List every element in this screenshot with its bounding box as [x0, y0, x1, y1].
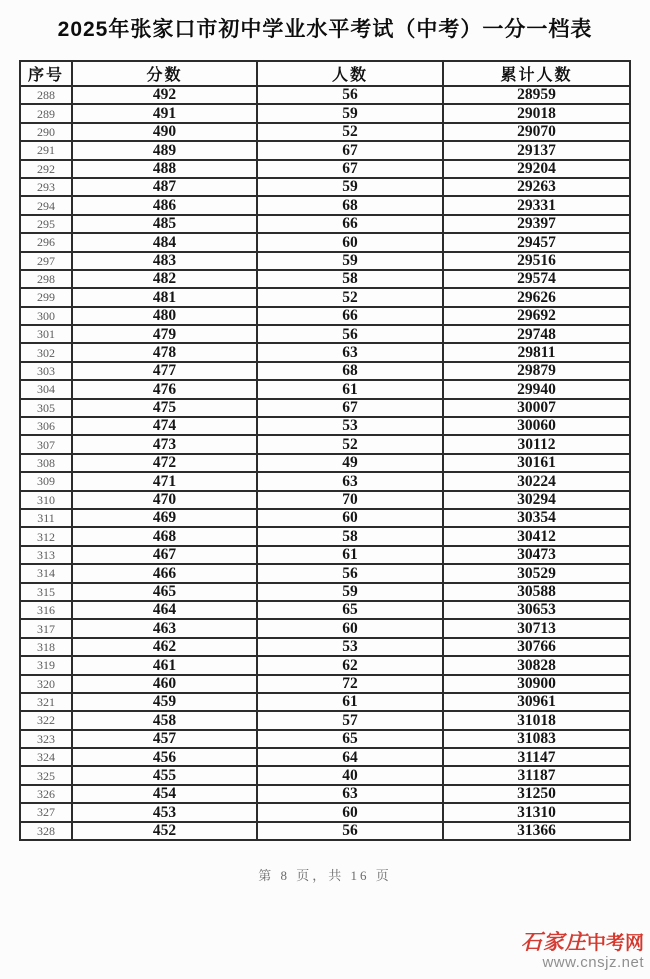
table-row — [20, 454, 630, 472]
cumulative-cell: 31366 — [443, 822, 630, 840]
table-row — [20, 711, 630, 729]
cumulative-cell: 30473 — [443, 546, 630, 564]
score-cell: 457 — [72, 730, 257, 748]
score-cell: 474 — [72, 417, 257, 435]
count-cell: 57 — [257, 711, 443, 729]
seq-cell: 327 — [20, 803, 72, 821]
score-cell: 471 — [72, 472, 257, 490]
score-cell: 455 — [72, 766, 257, 784]
cumulative-cell: 30766 — [443, 638, 630, 656]
score-cell: 483 — [72, 252, 257, 270]
table-row — [20, 748, 630, 766]
table-row — [20, 123, 630, 141]
table-row — [20, 252, 630, 270]
count-cell: 60 — [257, 509, 443, 527]
seq-cell: 298 — [20, 270, 72, 288]
watermark-site-script: 石家庄 — [520, 928, 587, 954]
count-cell: 40 — [257, 766, 443, 784]
score-cell: 472 — [72, 454, 257, 472]
score-cell: 479 — [72, 325, 257, 343]
count-cell: 64 — [257, 748, 443, 766]
cumulative-cell: 30713 — [443, 619, 630, 637]
score-cell: 489 — [72, 141, 257, 159]
score-cell: 490 — [72, 123, 257, 141]
score-cell: 462 — [72, 638, 257, 656]
table-row — [20, 766, 630, 784]
count-cell: 63 — [257, 343, 443, 361]
score-cell: 482 — [72, 270, 257, 288]
page-title: 2025年张家口市初中学业水平考试（中考）一分一档表 — [57, 18, 593, 41]
seq-cell: 292 — [20, 160, 72, 178]
table-row — [20, 693, 630, 711]
table-row — [20, 785, 630, 803]
score-cell: 452 — [72, 822, 257, 840]
seq-cell: 326 — [20, 785, 72, 803]
seq-cell: 320 — [20, 675, 72, 693]
count-cell: 61 — [257, 380, 443, 398]
count-cell: 68 — [257, 362, 443, 380]
cumulative-cell: 29331 — [443, 196, 630, 214]
cumulative-cell: 29692 — [443, 307, 630, 325]
table-row — [20, 86, 630, 104]
seq-cell: 328 — [20, 822, 72, 840]
count-cell: 60 — [257, 803, 443, 821]
score-cell: 466 — [72, 564, 257, 582]
count-cell: 59 — [257, 178, 443, 196]
table-row — [20, 233, 630, 251]
table-row — [20, 160, 630, 178]
seq-cell: 306 — [20, 417, 72, 435]
cumulative-cell: 31147 — [443, 748, 630, 766]
table-row — [20, 307, 630, 325]
table-row — [20, 380, 630, 398]
count-cell: 72 — [257, 675, 443, 693]
cumulative-cell: 30161 — [443, 454, 630, 472]
table-row — [20, 196, 630, 214]
count-cell: 60 — [257, 619, 443, 637]
cumulative-cell: 29748 — [443, 325, 630, 343]
score-distribution-table — [19, 60, 631, 841]
table-body — [20, 86, 630, 840]
cumulative-cell: 30294 — [443, 491, 630, 509]
table-row — [20, 178, 630, 196]
col-header-seq: 序号 — [20, 61, 72, 86]
seq-cell: 288 — [20, 86, 72, 104]
count-cell: 49 — [257, 454, 443, 472]
table-row — [20, 343, 630, 361]
table-row — [20, 491, 630, 509]
seq-cell: 302 — [20, 343, 72, 361]
count-cell: 63 — [257, 472, 443, 490]
seq-cell: 297 — [20, 252, 72, 270]
table-row — [20, 601, 630, 619]
seq-cell: 318 — [20, 638, 72, 656]
seq-cell: 301 — [20, 325, 72, 343]
table-row — [20, 638, 630, 656]
count-cell: 62 — [257, 656, 443, 674]
score-cell: 464 — [72, 601, 257, 619]
score-cell: 480 — [72, 307, 257, 325]
count-cell: 56 — [257, 822, 443, 840]
table-row — [20, 288, 630, 306]
cumulative-cell: 31250 — [443, 785, 630, 803]
count-cell: 52 — [257, 435, 443, 453]
count-cell: 56 — [257, 86, 443, 104]
count-cell: 59 — [257, 252, 443, 270]
score-cell: 459 — [72, 693, 257, 711]
seq-cell: 291 — [20, 141, 72, 159]
count-cell: 68 — [257, 196, 443, 214]
seq-cell: 321 — [20, 693, 72, 711]
score-cell: 473 — [72, 435, 257, 453]
score-cell: 491 — [72, 104, 257, 122]
cumulative-cell: 29574 — [443, 270, 630, 288]
count-cell: 58 — [257, 270, 443, 288]
seq-cell: 317 — [20, 619, 72, 637]
table-row — [20, 215, 630, 233]
score-cell: 456 — [72, 748, 257, 766]
count-cell: 58 — [257, 527, 443, 545]
table-header-row — [20, 61, 630, 86]
score-cell: 481 — [72, 288, 257, 306]
cumulative-cell: 30588 — [443, 583, 630, 601]
table-row — [20, 675, 630, 693]
score-cell: 463 — [72, 619, 257, 637]
cumulative-cell: 30060 — [443, 417, 630, 435]
count-cell: 65 — [257, 601, 443, 619]
seq-cell: 290 — [20, 123, 72, 141]
cumulative-cell: 29070 — [443, 123, 630, 141]
score-cell: 469 — [72, 509, 257, 527]
score-cell: 460 — [72, 675, 257, 693]
count-cell: 67 — [257, 399, 443, 417]
cumulative-cell: 30224 — [443, 472, 630, 490]
page-number-footer: 第 8 页，共 16 页 — [258, 868, 392, 884]
count-cell: 63 — [257, 785, 443, 803]
cumulative-cell: 30412 — [443, 527, 630, 545]
seq-cell: 296 — [20, 233, 72, 251]
score-cell: 476 — [72, 380, 257, 398]
table-row — [20, 325, 630, 343]
cumulative-cell: 30961 — [443, 693, 630, 711]
count-cell: 53 — [257, 417, 443, 435]
seq-cell: 303 — [20, 362, 72, 380]
seq-cell: 289 — [20, 104, 72, 122]
count-cell: 61 — [257, 693, 443, 711]
score-cell: 487 — [72, 178, 257, 196]
table-row — [20, 730, 630, 748]
seq-cell: 300 — [20, 307, 72, 325]
count-cell: 59 — [257, 104, 443, 122]
score-cell: 475 — [72, 399, 257, 417]
table-row — [20, 583, 630, 601]
cumulative-cell: 31310 — [443, 803, 630, 821]
cumulative-cell: 31187 — [443, 766, 630, 784]
count-cell: 65 — [257, 730, 443, 748]
watermark-url: www.cnsjz.net — [542, 953, 644, 971]
cumulative-cell: 30653 — [443, 601, 630, 619]
cumulative-cell: 29879 — [443, 362, 630, 380]
seq-cell: 323 — [20, 730, 72, 748]
score-cell: 477 — [72, 362, 257, 380]
cumulative-cell: 30112 — [443, 435, 630, 453]
score-cell: 492 — [72, 86, 257, 104]
table-row — [20, 619, 630, 637]
table-row — [20, 399, 630, 417]
cumulative-cell: 30007 — [443, 399, 630, 417]
score-cell: 454 — [72, 785, 257, 803]
col-header-cumulative: 累计人数 — [443, 61, 630, 86]
table-row — [20, 509, 630, 527]
cumulative-cell: 28959 — [443, 86, 630, 104]
count-cell: 67 — [257, 160, 443, 178]
cumulative-cell: 29516 — [443, 252, 630, 270]
count-cell: 52 — [257, 288, 443, 306]
count-cell: 70 — [257, 491, 443, 509]
seq-cell: 294 — [20, 196, 72, 214]
cumulative-cell: 29397 — [443, 215, 630, 233]
seq-cell: 309 — [20, 472, 72, 490]
count-cell: 60 — [257, 233, 443, 251]
score-cell: 453 — [72, 803, 257, 821]
seq-cell: 311 — [20, 509, 72, 527]
seq-cell: 308 — [20, 454, 72, 472]
table-row — [20, 803, 630, 821]
score-cell: 467 — [72, 546, 257, 564]
table-row — [20, 472, 630, 490]
watermark-site-bold: 中考网 — [586, 932, 644, 954]
seq-cell: 324 — [20, 748, 72, 766]
score-cell: 484 — [72, 233, 257, 251]
cumulative-cell: 29457 — [443, 233, 630, 251]
table-row — [20, 417, 630, 435]
seq-cell: 307 — [20, 435, 72, 453]
col-header-score: 分数 — [72, 61, 257, 86]
seq-cell: 315 — [20, 583, 72, 601]
score-cell: 465 — [72, 583, 257, 601]
cumulative-cell: 30900 — [443, 675, 630, 693]
watermark — [521, 930, 644, 971]
cumulative-cell: 30828 — [443, 656, 630, 674]
cumulative-cell: 29811 — [443, 343, 630, 361]
seq-cell: 304 — [20, 380, 72, 398]
count-cell: 61 — [257, 546, 443, 564]
seq-cell: 319 — [20, 656, 72, 674]
count-cell: 66 — [257, 307, 443, 325]
count-cell: 67 — [257, 141, 443, 159]
count-cell: 52 — [257, 123, 443, 141]
cumulative-cell: 29204 — [443, 160, 630, 178]
seq-cell: 295 — [20, 215, 72, 233]
table-row — [20, 527, 630, 545]
seq-cell: 316 — [20, 601, 72, 619]
cumulative-cell: 29940 — [443, 380, 630, 398]
count-cell: 56 — [257, 564, 443, 582]
seq-cell: 293 — [20, 178, 72, 196]
table-row — [20, 270, 630, 288]
table-row — [20, 141, 630, 159]
cumulative-cell: 31018 — [443, 711, 630, 729]
score-cell: 488 — [72, 160, 257, 178]
col-header-count: 人数 — [257, 61, 443, 86]
score-cell: 470 — [72, 491, 257, 509]
seq-cell: 305 — [20, 399, 72, 417]
score-cell: 461 — [72, 656, 257, 674]
score-cell: 478 — [72, 343, 257, 361]
table-row — [20, 435, 630, 453]
seq-cell: 312 — [20, 527, 72, 545]
seq-cell: 314 — [20, 564, 72, 582]
cumulative-cell: 29626 — [443, 288, 630, 306]
count-cell: 56 — [257, 325, 443, 343]
cumulative-cell: 29018 — [443, 104, 630, 122]
table-row — [20, 104, 630, 122]
table-row — [20, 362, 630, 380]
seq-cell: 325 — [20, 766, 72, 784]
cumulative-cell: 30354 — [443, 509, 630, 527]
table-row — [20, 822, 630, 840]
seq-cell: 313 — [20, 546, 72, 564]
table-row — [20, 656, 630, 674]
watermark-site-name — [521, 930, 644, 955]
cumulative-cell: 29137 — [443, 141, 630, 159]
score-cell: 458 — [72, 711, 257, 729]
cumulative-cell: 29263 — [443, 178, 630, 196]
score-cell: 486 — [72, 196, 257, 214]
count-cell: 53 — [257, 638, 443, 656]
count-cell: 59 — [257, 583, 443, 601]
seq-cell: 299 — [20, 288, 72, 306]
table-row — [20, 546, 630, 564]
count-cell: 66 — [257, 215, 443, 233]
cumulative-cell: 30529 — [443, 564, 630, 582]
score-cell: 468 — [72, 527, 257, 545]
seq-cell: 322 — [20, 711, 72, 729]
score-cell: 485 — [72, 215, 257, 233]
cumulative-cell: 31083 — [443, 730, 630, 748]
seq-cell: 310 — [20, 491, 72, 509]
table-row — [20, 564, 630, 582]
